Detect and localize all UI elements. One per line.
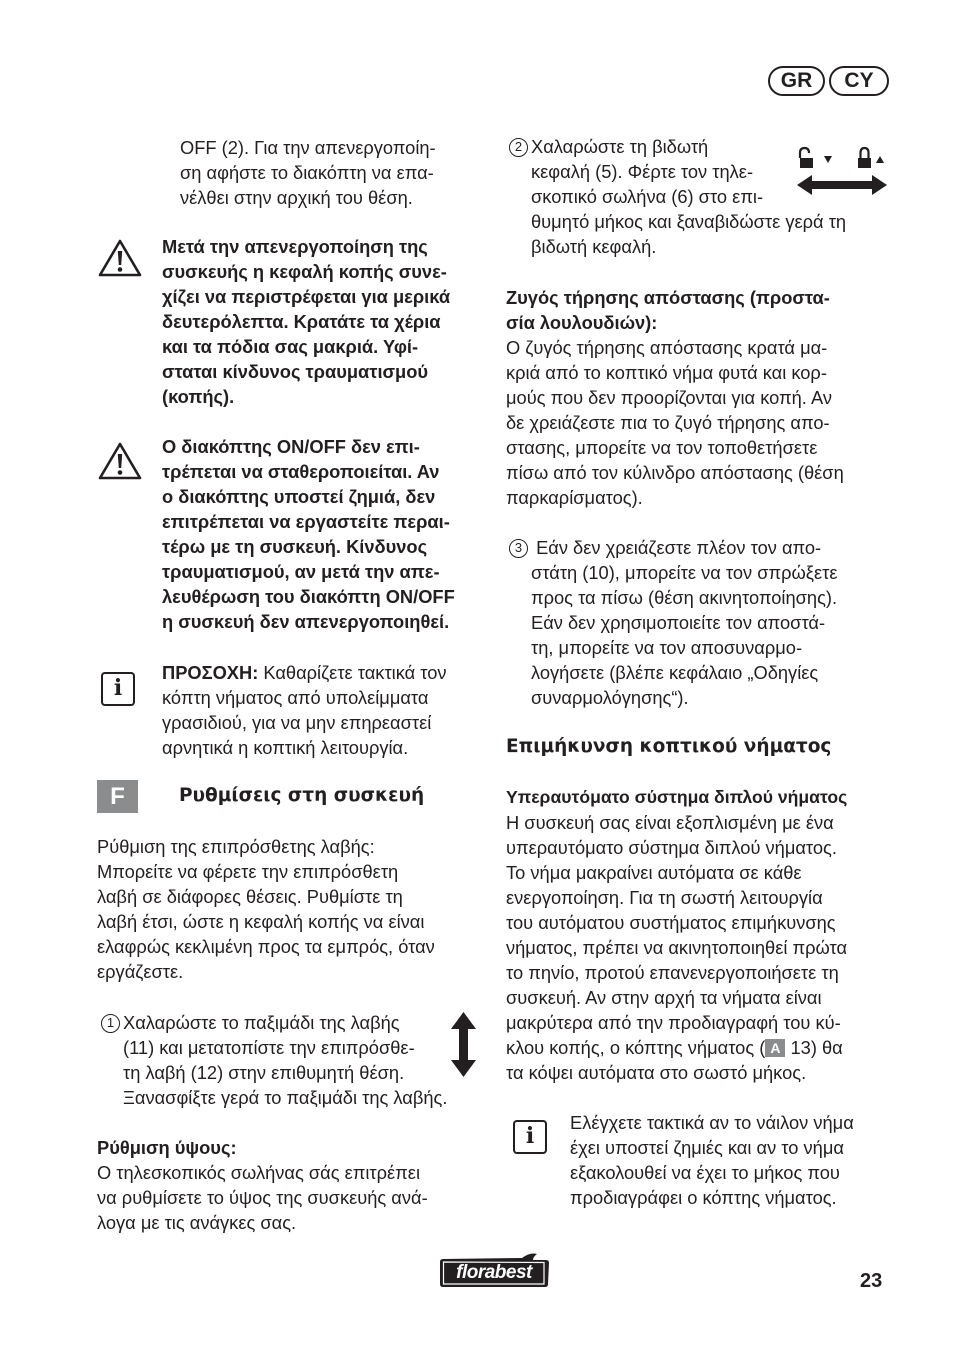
- text-line: μούς που δεν προορίζονται για κοπή. Αν: [506, 387, 832, 408]
- text-line: (11) και μετατοπίστε την επιπρόσθε-: [123, 1037, 415, 1058]
- text-line: γρασιδιού, για να μην επηρεαστεί: [162, 712, 432, 733]
- text-line: [162, 660, 447, 685]
- step-number-badge: 1: [101, 1014, 120, 1033]
- step-number-badge: 3: [509, 539, 528, 558]
- text-line: δε χρειάζεστε πια το ζυγό τήρησης απο-: [506, 412, 830, 433]
- caution-text: Καθαρίζετε τακτικά τον: [258, 662, 447, 683]
- step-1: [101, 1010, 447, 1110]
- text-line: Ξανασφίξτε γερά το παξιμάδι της λαβής.: [123, 1087, 448, 1108]
- text-line: στασης, μπορείτε να τον τοποθετήσετε: [506, 437, 818, 458]
- text-line: Μετά την απενεργοποίηση της: [162, 236, 428, 257]
- text-line: συσκευής η κεφαλή κοπής συνε-: [162, 261, 447, 282]
- text-line: το πηνίο, προτού επανενεργοποιήσετε τη: [506, 962, 839, 983]
- warning-icon: [98, 238, 142, 278]
- step-text: Εάν δεν χρειάζεστε πλέον τον απο-: [531, 537, 822, 558]
- text-line: [509, 535, 837, 560]
- text-line: Ο τηλεσκοπικός σωλήνας σάς επιτρέπει: [97, 1162, 421, 1183]
- text-line: τραυματισμού, αν μετά την απε-: [162, 561, 440, 582]
- step-3: [509, 535, 837, 710]
- language-badge-gr: GR: [768, 66, 825, 96]
- text-line: Ο ζυγός τήρησης απόστασης κρατά μα-: [506, 337, 828, 358]
- text-line: Ελέγχετε τακτικά αν το νάιλον νήμα: [570, 1112, 854, 1133]
- text-line: τη, μπορείτε να τον αποσυναρμο-: [531, 637, 803, 658]
- text-line: ενεργοποίηση. Για τη σωστή λειτουργία: [506, 887, 823, 908]
- text-line: θυμητό μήκος και ξαναβιδώστε γερά τη: [531, 211, 847, 232]
- text-line: χίζει να περιστρέφεται για μερικά: [162, 286, 451, 307]
- text-line: λαβή σε διάφορες θέσεις. Ρυθμίστε τη: [97, 886, 403, 907]
- text-fragment: κλου κοπής, ο κόπτης νήματος (: [506, 1037, 766, 1058]
- text-line: βιδωτή κεφαλή.: [531, 236, 657, 257]
- height-section: [97, 1135, 428, 1235]
- text-fragment: 13) θα: [785, 1037, 843, 1058]
- section-title: Ρυθμίσεις στη συσκευή: [179, 785, 425, 806]
- language-badge-cy: CY: [829, 66, 889, 96]
- text-line: Η συσκευή σας είναι εξοπλισμένη με ένα: [506, 812, 834, 833]
- caution-label: ΠΡΟΣΟΧΗ:: [162, 662, 259, 683]
- vertical-double-arrow-icon: [450, 1011, 477, 1078]
- step-text: Χαλαρώστε το παξιμάδι της λαβής: [123, 1012, 400, 1033]
- step-text: Χαλαρώστε τη βιδωτή: [531, 136, 709, 157]
- text-line: Μπορείτε να φέρετε την επιπρόσθετη: [97, 861, 399, 882]
- text-line: λογήσετε (βλέπε κεφάλαιο „Οδηγίες: [531, 662, 819, 683]
- text-line: [506, 1035, 847, 1060]
- text-line: νέλθει στην αρχική του θέση.: [180, 187, 413, 208]
- brand-logo: [438, 1251, 550, 1289]
- extension-section: [506, 785, 847, 1085]
- text-line: OFF (2). Για την απενεργοποίη-: [180, 137, 436, 158]
- text-line: Εάν δεν χρησιμοποιείτε τον αποστά-: [531, 612, 826, 633]
- figure-reference-badge: A: [765, 1039, 785, 1057]
- subheading: Υπεραυτόματο σύστημα διπλού νήματος: [506, 787, 848, 807]
- caution-note: [162, 660, 447, 760]
- text-line: Το νήμα μακραίνει αυτόματα σε κάθε: [506, 862, 802, 883]
- text-line: παρκαρίσματος).: [506, 487, 643, 508]
- subheading: Ρύθμιση ύψους:: [97, 1137, 237, 1158]
- text-line: σκοπικό σωλήνα (6) στο επι-: [531, 186, 764, 207]
- text-line: Ο διακόπτης ON/OFF δεν επι-: [162, 436, 420, 457]
- text-line: υπεραυτόματο σύστημα διπλού νήματος.: [506, 837, 837, 858]
- text-line: νήματος, πρέπει να ακινητοποιηθεί πρώτα: [506, 937, 848, 958]
- warning-text-2: [162, 434, 455, 634]
- text-line: κεφαλή (5). Φέρτε τον τηλε-: [531, 161, 754, 182]
- text-line: επιτρέπεται να εργαστείτε περαι-: [162, 511, 450, 532]
- info-note-2: [570, 1110, 854, 1210]
- spacer-section: [506, 285, 844, 510]
- text-line: λαβή έτσι, ώστε η κεφαλή κοπής να είναι: [97, 911, 425, 932]
- text-line: σταται κίνδυνος τραυματισμού: [162, 361, 429, 382]
- text-line: (κοπής).: [162, 386, 235, 407]
- text-line: [101, 1010, 447, 1035]
- text-line: εξακολουθεί να έχει το μήκος που: [570, 1162, 840, 1183]
- text-line: προδιαγράφει ο κόπτης νήματος.: [570, 1187, 837, 1208]
- text-line: έχει υποστεί ζημιές και αν το νήμα: [570, 1137, 844, 1158]
- extension-title: Επιμήκυνση κοπτικού νήματος: [506, 736, 832, 757]
- text-line: ελαφρώς κεκλιμένη προς τα εμπρός, όταν: [97, 936, 435, 957]
- subheading: Ζυγός τήρησης απόστασης (προστα-: [506, 287, 830, 308]
- warning-text-1: [162, 234, 450, 409]
- subheading: σία λουλουδιών):: [506, 312, 658, 333]
- text-line: λογα με τις ανάγκες σας.: [97, 1212, 297, 1233]
- text-line: προς τα πίσω (θέση ακινητοποίησης).: [531, 587, 838, 608]
- info-icon: i: [513, 1120, 547, 1154]
- handle-paragraph: [97, 834, 435, 984]
- intro-paragraph: [180, 135, 436, 210]
- text-line: μακρύτερα από την προδιαγραφή του κύ-: [506, 1012, 841, 1033]
- warning-icon: [98, 441, 142, 481]
- lock-unlock-arrow-icon: [796, 144, 890, 198]
- text-line: τρέπεται να σταθεροποιείται. Αν: [162, 461, 440, 482]
- text-line: δευτερόλεπτα. Κρατάτε τα χέρια: [162, 311, 441, 332]
- text-line: συσκευή. Αν στην αρχή τα νήματα είναι: [506, 987, 822, 1008]
- info-icon: i: [101, 672, 135, 706]
- text-line: ση αφήστε το διακόπτη να επα-: [180, 162, 434, 183]
- brand-name: florabest: [456, 1262, 532, 1283]
- page-number: 23: [860, 1270, 883, 1292]
- text-line: στάτη (10), μπορείτε να τον σπρώξετε: [531, 562, 838, 583]
- section-letter-badge: F: [97, 780, 138, 813]
- text-line: Ρύθμιση της επιπρόσθετης λαβής:: [97, 836, 375, 857]
- text-line: εργάζεστε.: [97, 961, 184, 982]
- text-line: τα κόψει αυτόματα στο σωστό μήκος.: [506, 1062, 807, 1083]
- text-line: να ρυθμίσετε το ύψος της συσκευής ανά-: [97, 1187, 428, 1208]
- text-line: και τα πόδια σας μακριά. Υφί-: [162, 336, 419, 357]
- text-line: πίσω από τον κύλινδρο απόστασης (θέση: [506, 462, 844, 483]
- text-line: κριά από το κοπτικό νήμα φυτά και κορ-: [506, 362, 827, 383]
- text-line: λευθέρωση του διακόπτη ON/OFF: [162, 586, 455, 607]
- text-line: η συσκευή δεν απενεργοποιηθεί.: [162, 611, 450, 632]
- text-line: αρνητικά η κοπτική λειτουργία.: [162, 737, 409, 758]
- text-line: κόπτη νήματος από υπολείμματα: [162, 687, 429, 708]
- text-line: του αυτόματου συστήματος επιμήκυνσης: [506, 912, 836, 933]
- text-line: τέρω με τη συσκευή. Κίνδυνος: [162, 536, 428, 557]
- text-line: ο διακόπτης υποστεί ζημιά, δεν: [162, 486, 436, 507]
- text-line: τη λαβή (12) στην επιθυμητή θέση.: [123, 1062, 405, 1083]
- text-line: συναρμολόγησης“).: [531, 687, 689, 708]
- step-number-badge: 2: [509, 138, 528, 157]
